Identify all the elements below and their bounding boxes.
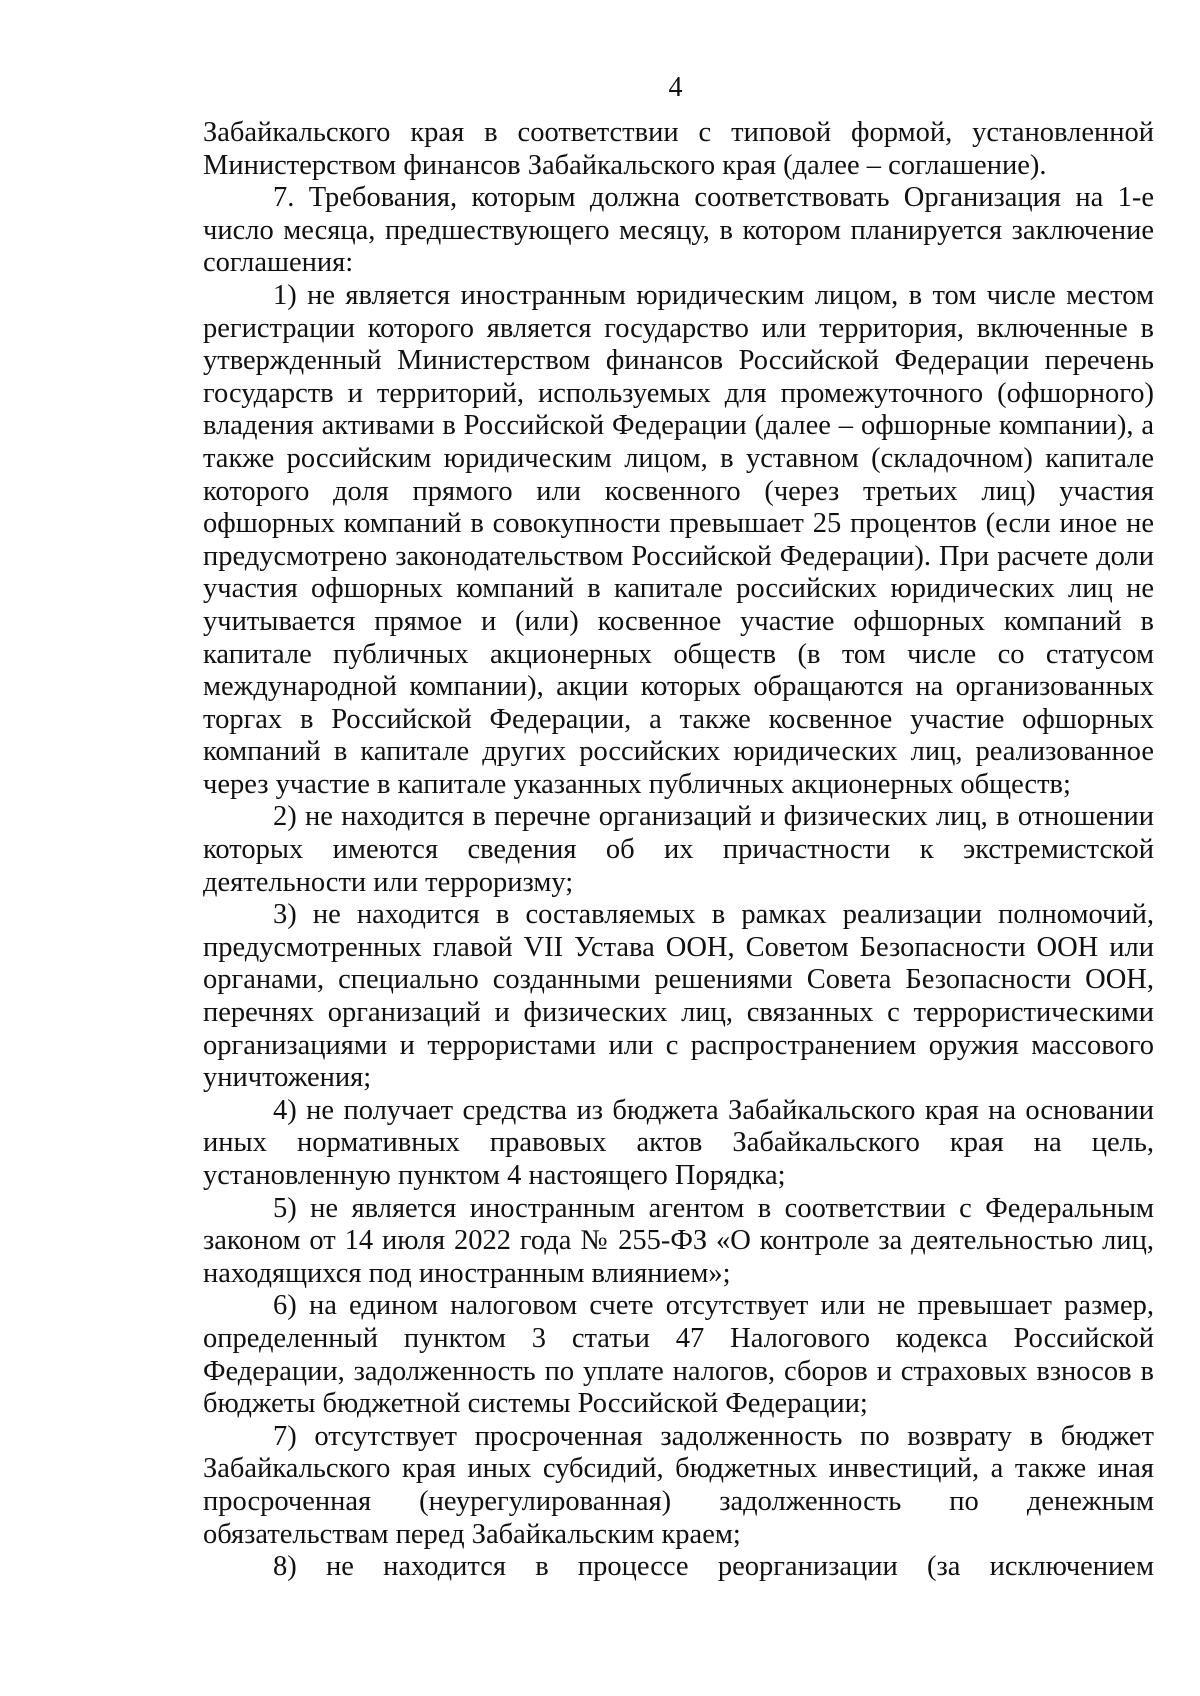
paragraph-subitem-8: 8) не находится в процессе реорганизации (за исключением (273, 1551, 1154, 1583)
paragraph-subitem-5: 5) не является иностранным агентом в соответствии с Федеральным законом от 14 июля 2022 года № 255-ФЗ «О контроле за деятельностью лиц, находящихся под иностранным влиянием»; (203, 1192, 1154, 1289)
paragraph-subitem-3: 3) не находится в составляемых в рамках реализации полномочий, предусмотренных главой VII Устава ООН, Советом Безопасности ООН или органами, специально созданными решениями Совета Безопасности ООН, перечнях организаций и физических лиц, связанных с террористическими организациями и террористами или с распространением оружия массового уничтожения; (203, 899, 1154, 1094)
paragraph-subitem-4: 4) не получает средства из бюджета Забайкальского края на основании иных нормативных правовых актов Забайкальского края на цель, установленную пунктом 4 настоящего Порядка; (203, 1094, 1154, 1191)
paragraph-continuation: Забайкальского края в соответствии с типовой формой, установленной Министерством финансов Забайкальского края (далее – соглашение). (203, 117, 1154, 181)
document-body (203, 117, 1154, 1584)
page-number: 4 (668, 72, 683, 103)
paragraph-subitem-6: 6) на едином налоговом счете отсутствует или не превышает размер, определенный пунктом 3 статьи 47 Налогового кодекса Российской Федерации, задолженность по уплате налогов, сборов и страховых взносов в бюджеты бюджетной системы Российской Федерации; (203, 1290, 1154, 1420)
paragraph-item-7: 7. Требования, которым должна соответствовать Организация на 1-е число месяца, предшествующего месяцу, в котором планируется заключение соглашения: (203, 182, 1154, 279)
paragraph-subitem-2: 2) не находится в перечне организаций и физических лиц, в отношении которых имеются сведения об их причастности к экстремистской деятельности или терроризму; (203, 801, 1154, 898)
paragraph-subitem-1: 1) не является иностранным юридическим лицом, в том числе местом регистрации которого является государство или территория, включенные в утвержденный Министерством финансов Российской Федерации перечень государств и территорий, используемых для промежуточного (офшорного) владения активами в Российской Федерации (далее – офшорные компании), а также российским юридическим лицом, в уставном (складочном) капитале которого доля прямого или косвенного (через третьих лиц) участия офшорных компаний в совокупности превышает 25 процентов (если иное не предусмотрено законодательством Российской Федерации). При расчете доли участия офшорных компаний в капитале российских юридических лиц не учитывается прямое и (или) косвенное участие офшорных компаний в капитале публичных акционерных обществ (в том числе со статусом международной компании), акции которых обращаются на организованных торгах в Российской Федерации, а также косвенное участие офшорных компаний в капитале других российских юридических лиц, реализованное через участие в капитале указанных публичных акционерных обществ; (203, 279, 1154, 800)
paragraph-subitem-7: 7) отсутствует просроченная задолженность по возврату в бюджет Забайкальского края иных субсидий, бюджетных инвестиций, а также иная просроченная (неурегулированная) задолженность по денежным обязательствам перед Забайкальским краем; (203, 1420, 1154, 1550)
